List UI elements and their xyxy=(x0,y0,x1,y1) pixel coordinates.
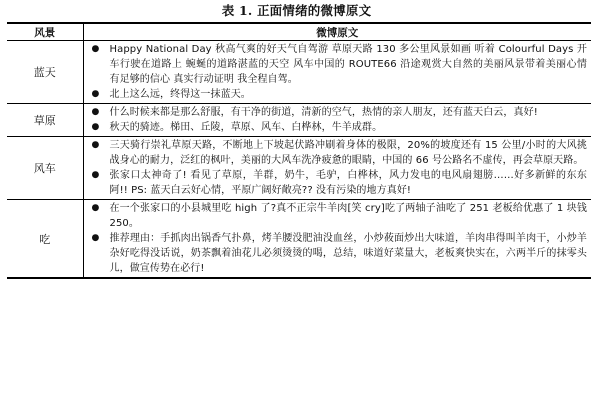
category-cell: 蓝天 xyxy=(7,41,83,104)
text-cell xyxy=(83,137,591,200)
post-text: 什么时候来都是那么舒服，有干净的街道，清新的空气，热情的亲人朋友，还有蓝天白云，真好! xyxy=(109,107,538,118)
list-item xyxy=(84,42,588,87)
post-text: 张家口太神奇了! 看见了草原，羊群，奶牛，毛驴，白桦林，风力发电的电风扇翅膀……好多新鲜的东东阿!! PS: 蓝天白云好心情，平原广阔好敞亮?? 没有污染的地方真好! xyxy=(109,170,587,196)
list-item xyxy=(84,138,588,168)
table-row xyxy=(7,104,591,137)
bullet-icon: ● xyxy=(91,89,100,99)
bullet-icon: ● xyxy=(91,170,100,180)
category-cell: 风车 xyxy=(7,137,83,200)
list-item xyxy=(84,201,588,231)
post-text: Happy National Day 秋高气爽的好天气自驾游 草原天路 130 多公里风景如画 听着 Colourful Days 开车行驶在道路上 蜿蜒的道路湛蓝的天空 风车中国的 ROUTE66 沿途观赏大自然的美丽风景带着美丽心情 有足够的信心 真实行动证明 我全程自驾。 xyxy=(109,44,587,85)
post-text: 在一个张家口的小县城里吃 high 了?真不正宗牛羊肉[笑 cry]吃了两轴子油吃了 251 老板给优惠了 1 块钱 250。 xyxy=(109,203,587,229)
text-cell xyxy=(83,104,591,137)
bullet-icon: ● xyxy=(91,122,100,132)
bullet-icon: ● xyxy=(91,44,100,54)
list-item xyxy=(84,168,588,198)
header-row xyxy=(7,23,591,41)
weibo-table xyxy=(7,22,591,279)
header-category: 风景 xyxy=(7,23,83,41)
category-cell: 草原 xyxy=(7,104,83,137)
text-cell xyxy=(83,41,591,104)
table-row xyxy=(7,137,591,200)
post-text: 推荐理由：手抓肉出锅香气扑鼻，烤羊腰没肥油没血丝，小炒莜面炒出大味道，羊肉串得叫羊肉干，小炒羊杂好吃得没话说，奶茶飘着油花儿必须烫烫的喝，总结，味道好菜量大，老板爽快实在，六两半斤的抹零头儿，做宣传势在必行! xyxy=(109,233,587,274)
table-caption: 表 1. 正面情绪的微博原文 xyxy=(221,3,372,18)
header-text: 微博原文 xyxy=(83,23,591,41)
bullet-icon: ● xyxy=(91,140,100,150)
table-row xyxy=(7,41,591,104)
text-cell xyxy=(83,200,591,279)
bullet-icon: ● xyxy=(91,203,100,213)
category-cell: 吃 xyxy=(7,200,83,279)
post-text: 三天骑行崇礼草原天路，不断地上下坡起伏路冲刷着身体的极限，20%的坡度还有 15 公里/小时的大风挑战身心的耐力，泛红的枫叶，美丽的大风车洗净疲惫的眼睛，中国的 66 号公路名不虚传，再会草原天路。 xyxy=(109,140,587,166)
table-row xyxy=(7,200,591,279)
list-item xyxy=(84,105,588,120)
list-item xyxy=(84,87,588,102)
bullet-icon: ● xyxy=(91,233,100,243)
post-text: 北上这么远，终得这一抹蓝天。 xyxy=(109,89,251,100)
bullet-icon: ● xyxy=(91,107,100,117)
list-item xyxy=(84,120,588,135)
post-text: 秋天的骑迹。梯田、丘陵，草原、风车、白桦林，牛羊成群。 xyxy=(109,122,383,133)
list-item xyxy=(84,231,588,276)
